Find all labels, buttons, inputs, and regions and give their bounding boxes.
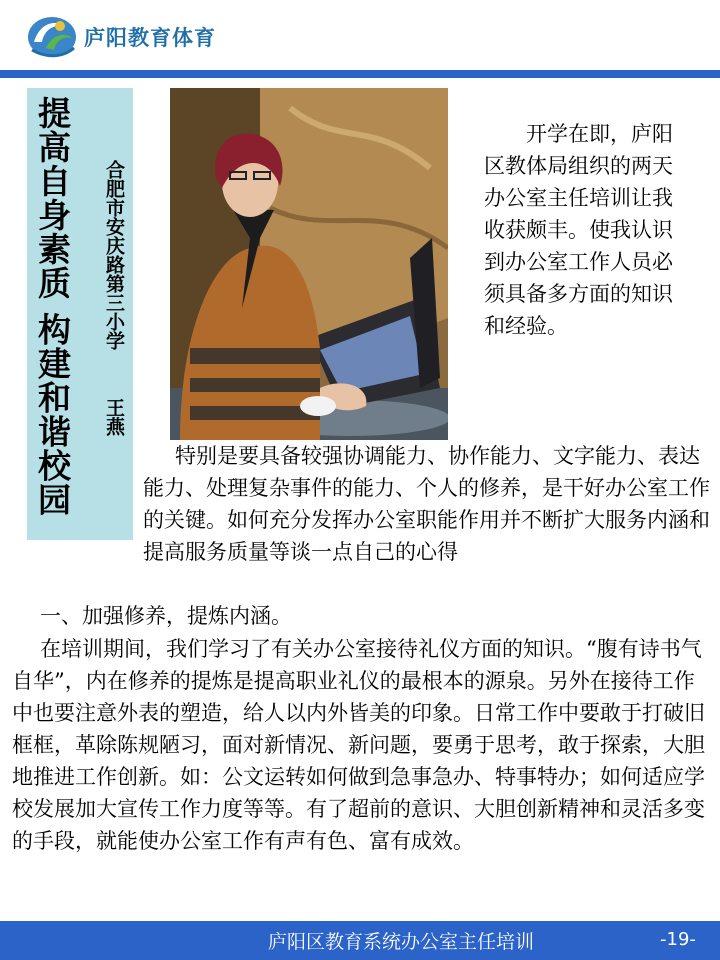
intro-paragraph: 开学在即，庐阳区教体局组织的两天办公室主任培训让我收获颇丰。使我认识到办公室工作人员必须具备多方面的知识和经验。 xyxy=(484,122,673,338)
page-header xyxy=(0,0,720,70)
page-footer xyxy=(0,921,720,960)
article-photo xyxy=(170,88,448,440)
logo-text: 庐阳教育体育 xyxy=(84,26,216,50)
author-byline xyxy=(100,160,128,436)
page-number: -19- xyxy=(660,929,696,950)
header-bar xyxy=(0,70,720,78)
wrap-paragraph: 特别是要具备较强协调能力、协作能力、文字能力、表达能力、处理复杂事件的能力、个人的修养，是干好办公室工作的关键。如何充分发挥办公室职能作用并不断扩大服务内涵和提高服务质量等谈一点自己的心得 xyxy=(143,444,710,564)
author-org: 合肥市安庆路第三小学 xyxy=(103,160,125,350)
section-heading: 一、加强修养，提炼内涵。 xyxy=(40,604,292,628)
swirl-logo-icon xyxy=(26,12,78,60)
author-name: 王燕 xyxy=(103,398,125,436)
article-title: 提高自身素质 构建和谐校园 xyxy=(33,96,72,517)
body-paragraph: 在培训期间，我们学习了有关办公室接待礼仪方面的知识。“腹有诗书气自华”，内在修养的提炼是提高职业礼仪的最根本的源泉。另外在接待工作中也要注意外表的塑造，给人以内外皆美的印象。日常工作中要敢于打破旧框框，革除陈规陋习，面对新情况、新问题，要勇于思考，敢于探索，大胆地推进工作创新。如：公文运转如何做到急事急办、特事特办；如何适应学校发展加大宣传工作力度等等。有了超前的意识、大胆创新精神和灵活多变的手段，就能使办公室工作有声有色、富有成效。 xyxy=(12,637,705,853)
footer-title: 庐阳区教育系统办公室主任培训 xyxy=(268,931,535,953)
